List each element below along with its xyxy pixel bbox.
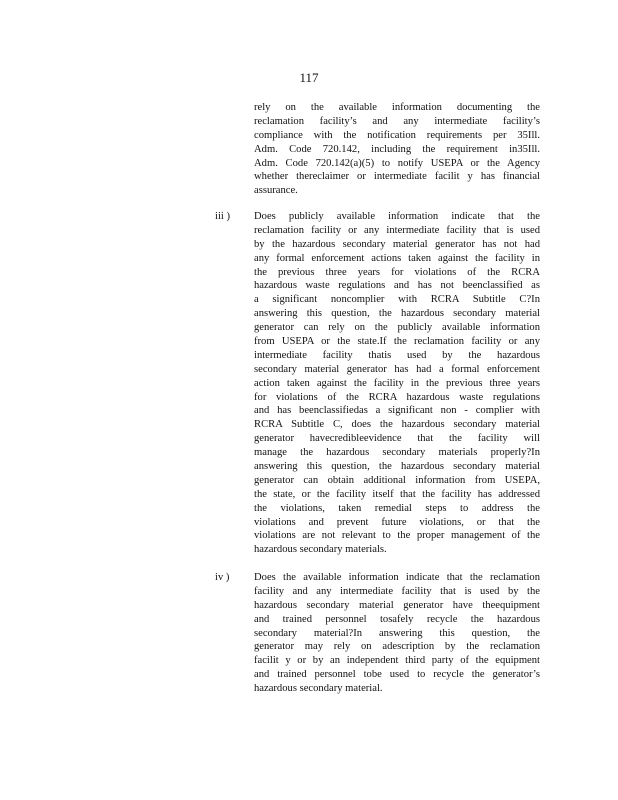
text-line: secondary material?In answering this question, the [254, 627, 540, 639]
item-iii-marker: iii ) [215, 211, 231, 222]
text-line: answering this question, the hazardous secondary material [254, 461, 540, 473]
text-line: hazardous waste regulations and has not beenclassified as [254, 280, 540, 292]
text-line: manage the hazardous secondary materials properly?In [254, 447, 540, 459]
text-line: any formal enforcement actions taken against the facility in [254, 252, 540, 264]
text-line: intermediate facility thatis used by the hazardous [254, 349, 540, 361]
text-line: generator havecredibleevidence that the facility will [254, 433, 540, 445]
text-line: facilit y or by an independent third party of the equipment [254, 655, 540, 667]
text-line: Adm. Code 720.142(a)(5) to notify USEPA or the Agency [254, 157, 540, 169]
text-line: compliance with the notification requirements per 35Ill. [254, 129, 540, 141]
text-line: generator can rely on the publicly available information [254, 322, 540, 334]
text-line: violations and prevent future violations, or that the [254, 516, 540, 528]
text-line: reclamation facility or any intermediate facility that is used [254, 224, 540, 236]
text-line: generator can obtain additional information from USEPA, [254, 474, 540, 486]
text-line: assurance. [254, 185, 298, 197]
text-line: a significant noncomplier with RCRA Subtitle C?In [254, 294, 540, 306]
text-line: generator may rely on adescription by the reclamation [254, 641, 540, 653]
text-line: for violations of the RCRA hazardous waste regulations [254, 391, 540, 403]
text-line: Adm. Code 720.142, including the requirement in35Ill. [254, 143, 540, 155]
text-line: and trained personnel tosafely recycle the hazardous [254, 613, 540, 625]
text-line: secondary material generator has had a formal enforcement [254, 363, 540, 375]
text-line: by the hazardous secondary material generator has not had [254, 238, 540, 250]
text-line: the state, or the facility itself that the facility has addressed [254, 488, 540, 500]
item-iv-paragraph [254, 571, 540, 696]
text-line: whether thereclaimer or intermediate facilit y has financial [254, 171, 540, 183]
text-line: action taken against the facility in the previous three years [254, 377, 540, 389]
text-line: and has beenclassifiedas a significant non - complier with [254, 405, 540, 417]
text-line: the violations, taken remedial steps to address the [254, 502, 540, 514]
text-line: facility and any intermediate facility that is used by the [254, 585, 540, 597]
text-line: Does the available information indicate that the reclamation [254, 572, 540, 583]
text-line: hazardous secondary material generator have theequipment [254, 599, 540, 611]
text-line: hazardous secondary materials. [254, 544, 387, 556]
item-iii-paragraph [254, 210, 540, 557]
text-line: hazardous secondary material. [254, 683, 383, 695]
text-line: reclamation facility’s and any intermediate facility’s [254, 115, 540, 127]
continuation-paragraph [254, 101, 540, 198]
text-line: from USEPA or the state.If the reclamation facility or any [254, 336, 540, 348]
item-iv-marker: iv ) [215, 572, 230, 583]
text-line: Does publicly available information indicate that the [254, 211, 540, 222]
text-line: RCRA Subtitle C, does the hazardous secondary material [254, 419, 540, 431]
text-line: rely on the available information documenting the [254, 102, 540, 113]
text-line: answering this question, the hazardous secondary material [254, 308, 540, 320]
text-line: violations are not relevant to the proper management of the [254, 530, 540, 542]
text-line: the previous three years for violations of the RCRA [254, 266, 540, 278]
page-number: 117 [299, 70, 319, 85]
text-line: and trained personnel tobe used to recycle the generator’s [254, 669, 540, 681]
